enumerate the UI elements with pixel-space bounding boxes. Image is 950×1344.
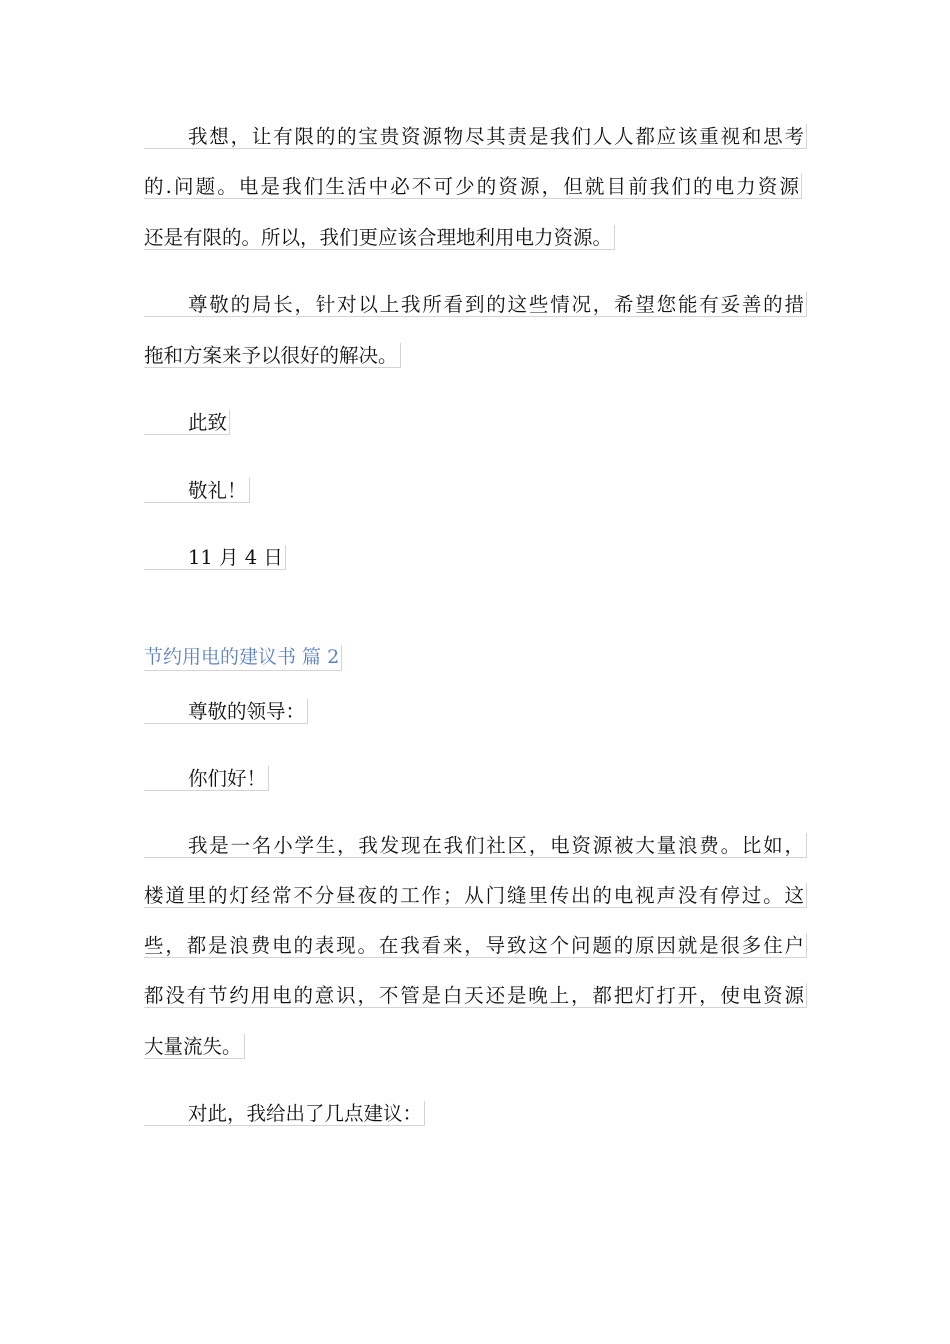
paragraph-line: 我想，让有限的的宝贵资源物尽其责是我们人人都应该重视和思考 [144, 124, 807, 149]
date-line: 11 月 4 日 [144, 545, 286, 570]
paragraph-line: 都没有节约用电的意识，不管是白天还是晚上，都把灯打开，使电资源 [144, 983, 807, 1008]
paragraph-line: 还是有限的。所以，我们更应该合理地利用电力资源。 [144, 225, 615, 250]
closing-line: 此致 [144, 410, 230, 435]
paragraph-line: 拖和方案来予以很好的解决。 [144, 343, 401, 368]
paragraph-line: 对此，我给出了几点建议： [144, 1101, 425, 1126]
section-heading: 节约用电的建议书 篇 2 [144, 645, 342, 671]
greeting-line: 你们好！ [144, 766, 269, 791]
paragraph-line: 大量流失。 [144, 1034, 245, 1059]
paragraph-line: 的.问题。电是我们生活中必不可少的资源，但就目前我们的电力资源 [144, 174, 802, 199]
paragraph-line: 些，都是浪费电的表现。在我看来，导致这个问题的原因就是很多住户 [144, 933, 807, 958]
closing-line: 敬礼！ [144, 478, 250, 503]
salutation-line: 尊敬的领导： [144, 699, 308, 724]
paragraph-line: 尊敬的局长，针对以上我所看到的这些情况，希望您能有妥善的措 [144, 292, 807, 317]
paragraph-line: 我是一名小学生，我发现在我们社区，电资源被大量浪费。比如， [144, 833, 807, 858]
paragraph-line: 楼道里的灯经常不分昼夜的工作；从门缝里传出的电视声没有停过。这 [144, 883, 807, 908]
